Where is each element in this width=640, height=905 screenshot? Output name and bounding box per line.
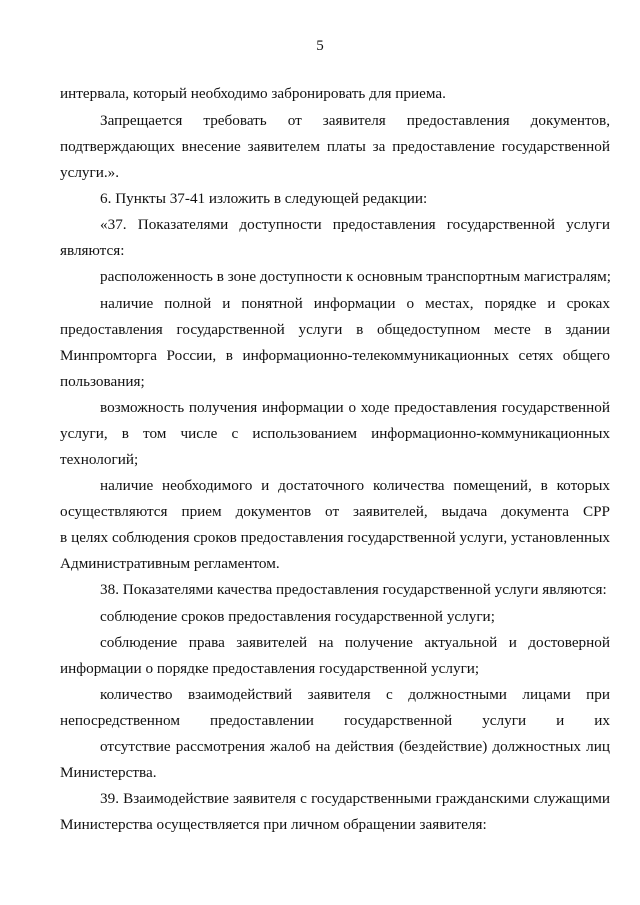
text-line: наличие полной и понятной информации о местах, порядке и сроках [100,295,610,312]
text-line: интервала, который необходимо забронировать для приема. [60,85,446,102]
text-line: возможность получения информации о ходе предоставления государственной [100,399,610,416]
text-line: 39. Взаимодействие заявителя с государственными гражданскими служащими [100,790,610,807]
text-line: непосредственном предоставлении государственной услуги и их [60,712,610,729]
text-line: соблюдение права заявителей на получение актуальной и достоверной [100,634,610,651]
text-line: соблюдение сроков предоставления государственной услуги; [100,608,495,625]
text-line: 38. Показателями качества предоставления государственной услуги являются: [100,581,607,598]
page-number: 5 [316,38,324,54]
text-line: 6. Пункты 37-41 изложить в следующей редакции: [100,190,428,207]
text-line: услуги, в том числе с использованием информационно-коммуникационных [60,425,610,442]
text-line: в целях соблюдения сроков предоставления государственной услуги, установленных [60,529,610,546]
text-line: расположенность в зоне доступности к основным транспортным магистралям; [100,268,611,285]
text-line: пользования; [60,373,145,390]
text-line: осуществляются прием документов от заявителей, выдача документа СРР [60,503,610,520]
text-line: информации о порядке предоставления государственной услуги; [60,660,480,677]
text-line: Минпромторга России, в информационно-телекоммуникационных сетях общего [60,347,610,364]
text-line: Запрещается требовать от заявителя предоставления документов, [100,112,610,129]
text-line: наличие необходимого и достаточного количества помещений, в которых [100,477,610,494]
text-line: услуги.». [60,164,120,181]
text-line: отсутствие рассмотрения жалоб на действия (бездействие) должностных лиц [100,738,610,755]
text-line: являются: [60,242,125,259]
text-line: подтверждающих внесение заявителем платы за предоставление государственной [60,138,610,155]
text-line: технологий; [60,451,139,468]
text-line: Административным регламентом. [60,555,280,572]
text-line: Министерства. [60,764,157,781]
text-line: предоставления государственной услуги в общедоступном месте в здании [60,321,610,338]
text-line: Министерства осуществляется при личном обращении заявителя: [60,816,487,833]
text-line: «37. Показателями доступности предоставления государственной услуги [100,216,610,233]
text-line: количество взаимодействий заявителя с должностными лицами при [100,686,610,703]
